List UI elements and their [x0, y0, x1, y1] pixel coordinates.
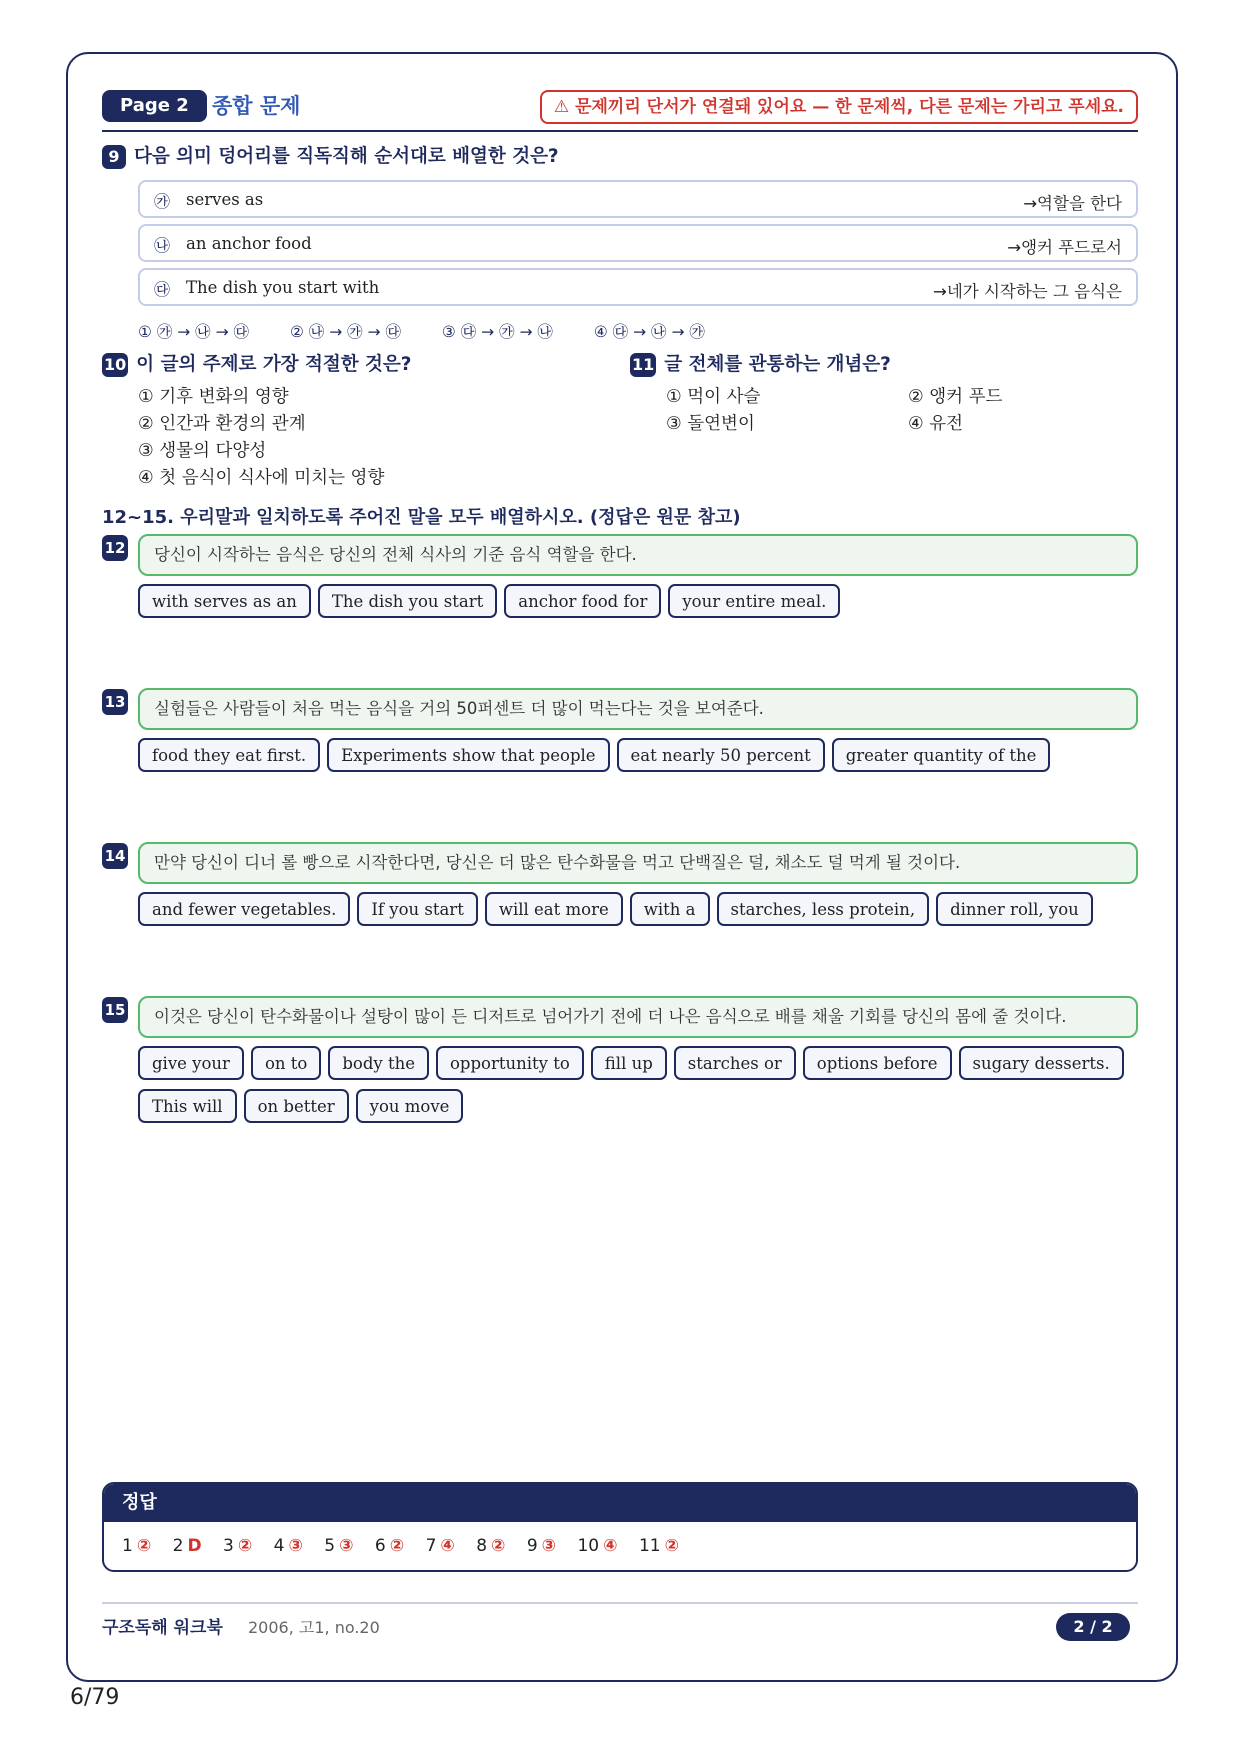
answer-item	[274, 1536, 303, 1556]
answer-value: ②	[491, 1536, 506, 1556]
question-text: 이 글의 주제로 가장 적절한 것은?	[136, 354, 412, 375]
word-tiles	[138, 738, 1138, 781]
korean-sentence: 만약 당신이 디너 롤 빵으로 시작한다면, 당신은 더 많은 탄수화물을 먹고 단백질은 덜, 채소도 덜 먹게 될 것이다.	[138, 842, 1138, 884]
word-tile[interactable]: starches, less protein,	[717, 892, 930, 926]
korean-sentence: 당신이 시작하는 음식은 당신의 전체 식사의 기준 음식 역할을 한다.	[138, 534, 1138, 576]
word-tile[interactable]: Experiments show that people	[327, 738, 609, 772]
page-header	[102, 90, 1138, 132]
word-tile[interactable]: food they eat first.	[138, 738, 320, 772]
document-page-counter: 6/79	[70, 1685, 120, 1710]
answer-number: 10	[577, 1536, 600, 1556]
word-tiles	[138, 1046, 1138, 1132]
question-number: 9	[102, 145, 126, 169]
answer-number: 2	[172, 1536, 184, 1556]
question-text: 글 전체를 관통하는 개념은?	[664, 354, 891, 375]
answer-value: ②	[664, 1536, 679, 1556]
word-tile[interactable]: opportunity to	[436, 1046, 584, 1080]
word-tile[interactable]: with a	[630, 892, 710, 926]
chunk-english: an anchor food	[186, 234, 312, 253]
answer-item	[173, 1536, 202, 1556]
option[interactable]: ① ㉮ → ㉯ → ㉰	[138, 323, 250, 341]
answer-item	[639, 1536, 679, 1556]
question-number: 10	[102, 353, 128, 377]
answer-value: D	[187, 1536, 202, 1556]
chunk-korean: →앵커 푸드로서	[1007, 238, 1122, 257]
word-tile[interactable]: starches or	[674, 1046, 796, 1080]
answer-number: 8	[476, 1536, 488, 1556]
word-tile[interactable]: give your	[138, 1046, 244, 1080]
answer-item	[122, 1536, 151, 1556]
word-tiles	[138, 584, 1138, 627]
answer-number: 1	[122, 1536, 133, 1556]
word-tile[interactable]: on better	[244, 1089, 349, 1123]
answer-number: 3	[223, 1536, 234, 1556]
chunk-marker: ㉮	[154, 192, 171, 211]
answer-value: ③	[541, 1536, 557, 1556]
option[interactable]: ① 기후 변화의 영향	[138, 387, 289, 407]
korean-sentence: 실험들은 사람들이 처음 먹는 음식을 거의 50퍼센트 더 많이 먹는다는 것을 보여준다.	[138, 688, 1138, 730]
chunk-row	[138, 224, 1138, 262]
word-tile[interactable]: dinner roll, you	[936, 892, 1093, 926]
footer-title: 구조독해 워크북	[102, 1618, 223, 1638]
chunk-marker: ㉯	[154, 236, 171, 255]
option[interactable]: ② ㉯ → ㉮ → ㉰	[289, 323, 401, 341]
word-tile[interactable]: with serves as an	[138, 584, 311, 618]
option[interactable]: ④ ㉰ → ㉯ → ㉮	[593, 323, 705, 341]
answer-number: 11	[638, 1536, 661, 1556]
word-tile[interactable]: you move	[356, 1089, 464, 1123]
word-tile[interactable]: will eat more	[485, 892, 623, 926]
answer-item	[577, 1536, 617, 1556]
footer-page-badge: 2 / 2	[1056, 1613, 1130, 1641]
question-number: 14	[102, 843, 128, 869]
word-tile[interactable]: This will	[138, 1089, 237, 1123]
answer-value: ③	[288, 1536, 303, 1556]
question-number: 13	[102, 689, 128, 715]
answer-value: ④	[603, 1536, 618, 1556]
option[interactable]: ③ 생물의 다양성	[138, 441, 267, 461]
question-9-options	[138, 320, 741, 342]
word-tile[interactable]: anchor food for	[504, 584, 661, 618]
answer-number: 6	[374, 1536, 386, 1556]
word-tile[interactable]: sugary desserts.	[959, 1046, 1124, 1080]
word-tile[interactable]: body the	[328, 1046, 429, 1080]
answer-value: ②	[389, 1536, 405, 1556]
word-tiles	[138, 892, 1138, 935]
chunk-english: The dish you start with	[186, 278, 380, 297]
answer-item	[426, 1536, 455, 1556]
answer-item	[223, 1536, 252, 1556]
question-text: 다음 의미 덩어리를 직독직해 순서대로 배열한 것은?	[134, 146, 559, 167]
word-tile[interactable]: fill up	[591, 1046, 667, 1080]
footer-subtitle: 2006, 고1, no.20	[248, 1618, 380, 1637]
chunk-korean: →역할을 한다	[1023, 194, 1122, 213]
option[interactable]: ② 인간과 환경의 관계	[138, 414, 306, 434]
answer-item	[375, 1536, 404, 1556]
answer-number: 7	[425, 1536, 437, 1556]
page-title: 종합 문제	[212, 94, 301, 118]
chunk-korean: →네가 시작하는 그 음식은	[933, 282, 1122, 301]
warning-notice: ⚠ 문제끼리 단서가 연결돼 있어요 — 한 문제씩, 다른 문제는 가리고 푸세요.	[540, 90, 1138, 124]
answer-item	[324, 1536, 353, 1556]
answer-number: 9	[526, 1536, 538, 1556]
option[interactable]: ① 먹이 사슬	[666, 387, 761, 407]
question-9-heading	[102, 144, 559, 170]
option[interactable]: ③ ㉰ → ㉮ → ㉯	[441, 323, 553, 341]
answer-value: ④	[440, 1536, 455, 1556]
word-tile[interactable]: greater quantity of the	[832, 738, 1051, 772]
word-tile[interactable]: The dish you start	[318, 584, 497, 618]
footer-divider	[102, 1602, 1138, 1604]
question-number: 15	[102, 997, 128, 1023]
section-title: 12~15. 우리말과 일치하도록 주어진 말을 모두 배열하시오. (정답은 원문 참고)	[102, 507, 741, 528]
chunk-marker: ㉰	[154, 280, 171, 299]
word-tile[interactable]: your entire meal.	[668, 584, 840, 618]
korean-sentence: 이것은 당신이 탄수화물이나 설탕이 많이 든 디저트로 넘어가기 전에 더 나은 음식으로 배를 채울 기회를 당신의 몸에 줄 것이다.	[138, 996, 1138, 1038]
page-badge: Page 2	[102, 90, 207, 122]
word-tile[interactable]: If you start	[357, 892, 477, 926]
answer-number: 4	[273, 1536, 285, 1556]
option[interactable]: ② 앵커 푸드	[908, 387, 1003, 407]
option[interactable]: ④ 유전	[908, 414, 964, 434]
option[interactable]: ③ 돌연변이	[666, 414, 755, 434]
word-tile[interactable]: options before	[803, 1046, 952, 1080]
question-10-heading	[102, 352, 412, 378]
chunk-english: serves as	[186, 190, 264, 209]
question-11-heading	[630, 352, 891, 378]
answer-number: 5	[324, 1536, 336, 1556]
chunk-row	[138, 180, 1138, 218]
answer-key	[102, 1482, 1138, 1572]
answer-item	[476, 1536, 505, 1556]
word-tile[interactable]: eat nearly 50 percent	[617, 738, 825, 772]
answer-value: ③	[339, 1536, 354, 1556]
question-number: 12	[102, 535, 128, 561]
answer-key-title: 정답	[104, 1484, 1136, 1522]
answer-value: ②	[136, 1536, 152, 1556]
word-tile[interactable]: and fewer vegetables.	[138, 892, 350, 926]
question-number: 11	[630, 353, 656, 377]
chunk-row	[138, 268, 1138, 306]
answer-value: ②	[237, 1536, 253, 1556]
answer-list	[104, 1522, 1136, 1570]
answer-item	[527, 1536, 556, 1556]
word-tile[interactable]: on to	[251, 1046, 321, 1080]
option[interactable]: ④ 첫 음식이 식사에 미치는 영향	[138, 468, 385, 488]
